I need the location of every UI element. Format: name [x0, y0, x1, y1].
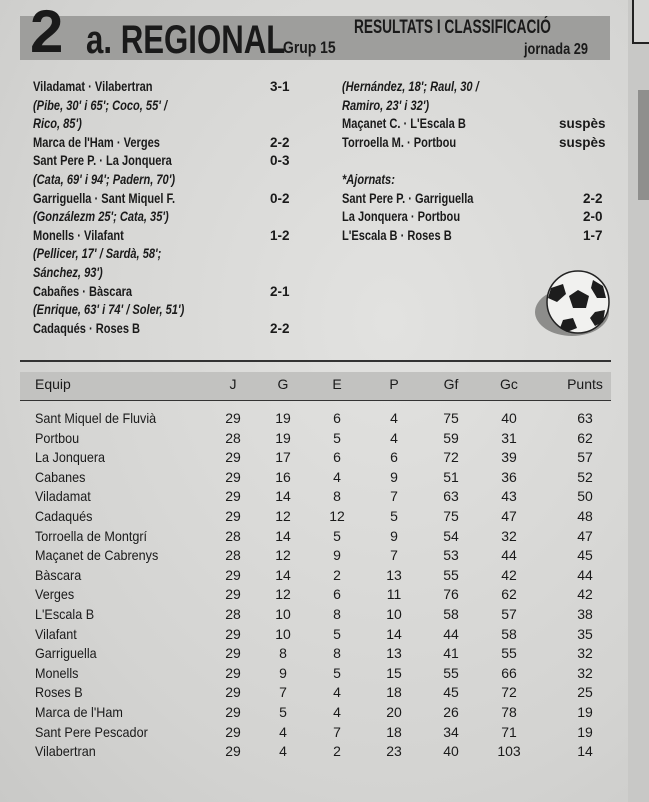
stat-g: 10 — [275, 606, 291, 622]
stat-g: 10 — [275, 625, 291, 642]
stat-gc: 39 — [501, 449, 517, 466]
stat-gf: 34 — [443, 723, 459, 740]
stat-j: 29 — [225, 410, 241, 426]
result-line — [342, 208, 622, 227]
stat-gc: 32 — [501, 527, 517, 544]
stat-punts: 44 — [577, 566, 593, 583]
stat-punts: 47 — [577, 527, 593, 544]
stat-gf: 41 — [443, 645, 459, 662]
match-score: 0-3 — [270, 153, 290, 169]
stat-gc: 62 — [501, 586, 517, 603]
match-scorers: (Cata, 69' i 94'; Padern, 70') — [33, 171, 176, 187]
stat-p: 6 — [390, 449, 398, 466]
stat-punts: 19 — [577, 704, 593, 720]
stat-g: 14 — [275, 527, 291, 544]
table-row — [0, 606, 649, 626]
stat-punts: 32 — [577, 664, 593, 681]
table-header-rule — [20, 400, 611, 401]
stat-p: 13 — [386, 566, 402, 583]
match-teams: Sant Pere P. · La Jonquera — [33, 153, 172, 169]
stat-e: 6 — [333, 410, 341, 426]
adjacent-column-box — [632, 0, 649, 44]
stat-punts: 42 — [577, 586, 593, 603]
stat-g: 4 — [279, 743, 287, 760]
stat-g: 7 — [279, 684, 287, 701]
team-name: Sant Miquel de Fluvià — [35, 410, 157, 426]
team-name: Bàscara — [35, 566, 82, 583]
stat-punts: 62 — [577, 429, 593, 446]
team-name: La Jonquera — [35, 449, 106, 466]
stat-gf: 72 — [443, 449, 459, 466]
result-line — [33, 301, 323, 320]
column-header-p: P — [389, 376, 399, 392]
stat-p: 9 — [390, 527, 398, 544]
stat-j: 29 — [225, 645, 241, 662]
match-score: 3-1 — [270, 79, 290, 94]
match-score: 2-0 — [583, 209, 603, 225]
stat-j: 28 — [225, 429, 241, 446]
stat-e: 8 — [333, 488, 341, 505]
match-teams: Cadaqués · Roses B — [33, 320, 141, 336]
stat-p: 10 — [386, 606, 402, 622]
round-label: jornada 29 — [524, 41, 589, 58]
column-header-gc: Gc — [500, 376, 518, 392]
column-header-gf: Gf — [443, 376, 459, 392]
table-row — [0, 410, 649, 430]
stat-g: 17 — [275, 449, 291, 466]
division-title: a. REGIONAL — [86, 18, 286, 62]
column-header-e: E — [332, 376, 342, 392]
table-row — [0, 684, 649, 704]
stat-j: 29 — [225, 468, 241, 485]
stat-gc: 36 — [501, 468, 517, 485]
match-score: 1-2 — [270, 227, 290, 243]
stat-j: 29 — [225, 664, 241, 681]
stat-p: 18 — [386, 684, 402, 701]
match-scorers: (Gonzálezm 25'; Cata, 35') — [33, 209, 169, 225]
stat-gc: 47 — [501, 508, 517, 524]
stat-j: 29 — [225, 625, 241, 642]
stat-g: 4 — [279, 723, 287, 740]
stat-punts: 14 — [577, 743, 593, 760]
table-row — [0, 724, 649, 744]
table-row — [0, 469, 649, 489]
stat-g: 12 — [275, 508, 291, 524]
result-line — [33, 283, 323, 302]
division-number: 2 — [30, 0, 62, 65]
stat-gf: 54 — [443, 527, 459, 544]
stat-gc: 42 — [501, 566, 517, 583]
result-line — [33, 152, 323, 171]
stat-p: 5 — [390, 508, 398, 524]
table-row — [0, 626, 649, 646]
stat-p: 13 — [386, 645, 402, 662]
stat-p: 14 — [386, 625, 402, 642]
stat-p: 7 — [390, 488, 398, 505]
result-line — [33, 115, 323, 134]
table-row — [0, 567, 649, 587]
stat-g: 19 — [275, 429, 291, 446]
stat-punts: 25 — [577, 684, 593, 701]
match-teams: Sant Pere P. · Garriguella — [342, 190, 474, 206]
table-row — [0, 488, 649, 508]
team-name: Viladamat — [35, 488, 91, 505]
match-teams: Viladamat · Vilabertran — [33, 79, 153, 94]
stat-g: 9 — [279, 664, 287, 681]
stat-gc: 44 — [501, 547, 517, 564]
stat-gc: 72 — [501, 684, 517, 701]
stat-gf: 75 — [443, 410, 459, 426]
stat-gf: 55 — [443, 664, 459, 681]
section-title: RESULTATS I CLASSIFICACIÓ — [354, 17, 551, 38]
stat-g: 5 — [279, 704, 287, 720]
team-name: Vilafant — [35, 625, 77, 642]
stat-j: 29 — [225, 743, 241, 760]
match-scorers: *Ajornats: — [342, 171, 395, 187]
match-score: 2-2 — [270, 134, 290, 150]
stat-gf: 76 — [443, 586, 459, 603]
stat-p: 15 — [386, 664, 402, 681]
stat-g: 8 — [279, 645, 287, 662]
stat-gf: 51 — [443, 468, 459, 485]
stat-e: 2 — [333, 566, 341, 583]
stat-j: 28 — [225, 606, 241, 622]
match-scorers: (Pellicer, 17' / Sardà, 58'; — [33, 246, 162, 262]
match-score: 2-1 — [270, 283, 290, 299]
match-score: 0-2 — [270, 190, 290, 206]
stat-p: 4 — [390, 410, 398, 426]
result-line — [342, 227, 622, 246]
stat-gf: 55 — [443, 566, 459, 583]
stat-g: 14 — [275, 488, 291, 505]
result-line — [33, 171, 323, 190]
team-name: Garriguella — [35, 645, 97, 662]
column-header-equip: Equip — [35, 376, 71, 392]
stat-e: 5 — [333, 429, 341, 446]
stat-punts: 45 — [577, 547, 593, 564]
match-scorers: Sánchez, 93') — [33, 264, 103, 280]
table-row — [0, 645, 649, 665]
match-score: suspès — [559, 116, 606, 132]
team-name: Marca de l'Ham — [35, 704, 123, 720]
stat-e: 9 — [333, 547, 341, 564]
result-line — [342, 171, 622, 190]
match-score: suspès — [559, 134, 606, 150]
stat-e: 4 — [333, 684, 341, 701]
stat-p: 23 — [386, 743, 402, 760]
stat-p: 18 — [386, 723, 402, 740]
stat-gc: 58 — [501, 625, 517, 642]
stat-gc: 31 — [501, 429, 517, 446]
stat-punts: 38 — [577, 606, 593, 622]
match-scorers: Ramiro, 23' i 32') — [342, 97, 430, 113]
football-icon — [533, 268, 615, 340]
stat-e: 4 — [333, 704, 341, 720]
stat-punts: 35 — [577, 625, 593, 642]
stat-e: 5 — [333, 625, 341, 642]
team-name: Sant Pere Pescador — [35, 723, 148, 740]
match-teams: Marca de l'Ham · Verges — [33, 134, 160, 150]
column-header-g: G — [277, 376, 289, 392]
stat-gf: 63 — [443, 488, 459, 505]
stat-punts: 32 — [577, 645, 593, 662]
results-right-column — [342, 78, 622, 245]
stat-gf: 53 — [443, 547, 459, 564]
stat-g: 12 — [275, 586, 291, 603]
table-row — [0, 528, 649, 548]
table-row — [0, 704, 649, 724]
stat-e: 5 — [333, 664, 341, 681]
match-teams: Maçanet C. · L'Escala B — [342, 116, 466, 132]
stat-j: 29 — [225, 723, 241, 740]
stat-g: 14 — [275, 566, 291, 583]
result-line — [342, 115, 622, 134]
stat-punts: 57 — [577, 449, 593, 466]
stat-punts: 63 — [577, 410, 593, 426]
stat-p: 7 — [390, 547, 398, 564]
result-line — [342, 152, 622, 171]
group-label: Grup 15 — [283, 38, 336, 57]
result-line — [33, 97, 323, 116]
stat-gc: 71 — [501, 723, 517, 740]
table-row — [0, 665, 649, 685]
result-line — [33, 264, 323, 283]
result-line — [342, 97, 622, 116]
stat-e: 8 — [333, 606, 341, 622]
team-name: Cabanes — [35, 468, 86, 485]
stat-gf: 26 — [443, 704, 459, 720]
stat-gc: 43 — [501, 488, 517, 505]
stat-g: 19 — [275, 410, 291, 426]
result-line — [342, 190, 622, 209]
table-row — [0, 449, 649, 469]
stat-gc: 55 — [501, 645, 517, 662]
match-scorers: (Pibe, 30' i 65'; Coco, 55' / — [33, 97, 168, 113]
team-name: Torroella de Montgrí — [35, 527, 148, 544]
table-top-rule — [20, 360, 611, 362]
stat-p: 9 — [390, 468, 398, 485]
stat-j: 29 — [225, 704, 241, 720]
stat-j: 29 — [225, 586, 241, 603]
match-teams: La Jonquera · Portbou — [342, 209, 461, 225]
match-score: 2-2 — [270, 320, 290, 336]
stat-j: 28 — [225, 547, 241, 564]
column-header-punts: Punts — [567, 376, 603, 392]
match-scorers: (Hernández, 18'; Raul, 30 / — [342, 79, 479, 94]
stat-e: 6 — [333, 449, 341, 466]
stat-gf: 58 — [443, 606, 459, 622]
stat-e: 7 — [333, 723, 341, 740]
match-scorers: (Enrique, 63' i 74' / Soler, 51') — [33, 302, 185, 318]
team-name: Maçanet de Cabrenys — [35, 547, 159, 564]
stat-gf: 44 — [443, 625, 459, 642]
column-header-j: J — [229, 376, 237, 392]
stat-punts: 48 — [577, 508, 593, 524]
team-name: Roses B — [35, 684, 83, 701]
stat-e: 4 — [333, 468, 341, 485]
stat-p: 11 — [386, 586, 402, 603]
stat-e: 2 — [333, 743, 341, 760]
stat-punts: 19 — [577, 723, 593, 740]
stat-gc: 57 — [501, 606, 517, 622]
team-name: Portbou — [35, 429, 80, 446]
stat-gc: 103 — [497, 743, 521, 760]
stat-e: 6 — [333, 586, 341, 603]
stat-g: 16 — [275, 468, 291, 485]
table-row — [0, 586, 649, 606]
match-score: 2-2 — [583, 190, 603, 206]
match-scorers: Rico, 85') — [33, 116, 82, 132]
result-line — [33, 320, 323, 339]
stat-j: 29 — [225, 508, 241, 524]
result-line — [33, 190, 323, 209]
stat-gf: 45 — [443, 684, 459, 701]
result-line — [33, 245, 323, 264]
stat-j: 28 — [225, 527, 241, 544]
stat-p: 20 — [386, 704, 402, 720]
result-line — [342, 78, 622, 97]
stat-e: 5 — [333, 527, 341, 544]
result-line — [342, 134, 622, 153]
stat-j: 29 — [225, 684, 241, 701]
table-row — [0, 547, 649, 567]
stat-e: 12 — [329, 508, 345, 524]
table-row — [0, 430, 649, 450]
adjacent-column-photo — [638, 90, 649, 200]
stat-j: 29 — [225, 449, 241, 466]
result-line — [33, 208, 323, 227]
stat-gc: 78 — [501, 704, 517, 720]
match-teams: Garriguella · Sant Miquel F. — [33, 190, 176, 206]
match-teams: Torroella M. · Portbou — [342, 134, 457, 150]
stat-j: 29 — [225, 488, 241, 505]
results-left-column — [33, 78, 323, 338]
stat-gf: 40 — [443, 743, 459, 760]
stat-punts: 52 — [577, 468, 593, 485]
match-teams: Cabañes · Bàscara — [33, 283, 133, 299]
stat-gc: 40 — [501, 410, 517, 426]
team-name: Monells — [35, 664, 79, 681]
match-teams: Monells · Vilafant — [33, 227, 124, 243]
stat-gf: 59 — [443, 429, 459, 446]
team-name: Cadaqués — [35, 508, 93, 524]
team-name: Verges — [35, 586, 75, 603]
stat-e: 8 — [333, 645, 341, 662]
stat-g: 12 — [275, 547, 291, 564]
stat-p: 4 — [390, 429, 398, 446]
match-score: 1-7 — [583, 227, 603, 243]
stat-punts: 50 — [577, 488, 593, 505]
result-line — [33, 227, 323, 246]
stat-j: 29 — [225, 566, 241, 583]
table-row — [0, 508, 649, 528]
team-name: L'Escala B — [35, 606, 95, 622]
result-line — [33, 78, 323, 97]
result-line — [33, 134, 323, 153]
stat-gc: 66 — [501, 664, 517, 681]
table-row — [0, 743, 649, 763]
stat-gf: 75 — [443, 508, 459, 524]
match-teams: L'Escala B · Roses B — [342, 227, 452, 243]
team-name: Vilabertran — [35, 743, 96, 760]
